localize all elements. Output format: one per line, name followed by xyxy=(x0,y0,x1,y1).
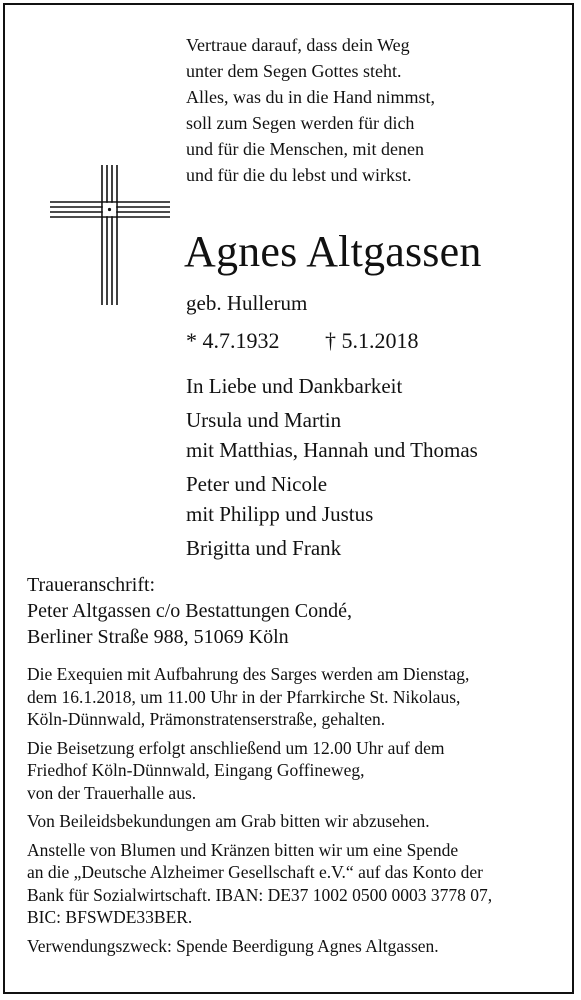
mourners-intro: In Liebe und Dankbarkeit xyxy=(186,374,403,398)
mourning-address xyxy=(27,572,352,650)
death-date: † 5.1.2018 xyxy=(325,328,419,353)
text-line: Anstelle von Blumen und Kränzen bitten wir um eine Spende xyxy=(27,839,459,860)
mourner-group xyxy=(186,405,478,465)
paragraph-exequies xyxy=(27,663,492,731)
text-line: Die Beisetzung erfolgt anschließend um 12.00 Uhr auf dem xyxy=(27,737,445,758)
verse-line: soll zum Segen werden für dich xyxy=(186,113,415,133)
cross-icon xyxy=(50,165,170,305)
mourner-line: mit Philipp und Justus xyxy=(186,502,374,526)
mourner-line: Peter und Nicole xyxy=(186,472,328,496)
address-label: Traueranschrift: xyxy=(27,574,156,596)
paragraph-purpose xyxy=(27,935,492,958)
text-line: Von Beileidsbekundungen am Grab bitten wir abzusehen. xyxy=(27,811,430,831)
mourner-group xyxy=(186,533,478,563)
verse-line: und für die Menschen, mit denen xyxy=(186,139,424,159)
address-line: Peter Altgassen c/o Bestattungen Condé, xyxy=(27,600,352,622)
verse-line: und für die du lebst und wirkst. xyxy=(186,165,412,185)
verse xyxy=(186,32,435,188)
paragraph-condolences xyxy=(27,810,492,833)
text-line: an die „Deutsche Alzheimer Gesellschaft e.V.“ auf das Konto der xyxy=(27,862,483,882)
text-line: Bank für Sozialwirtschaft. IBAN: DE37 1002 0500 0003 3778 07, xyxy=(27,884,493,905)
paragraph-burial xyxy=(27,737,492,805)
paragraph-donation xyxy=(27,839,492,929)
verse-line: Vertraue darauf, dass dein Weg xyxy=(186,35,410,55)
verse-line: Alles, was du in die Hand nimmst, xyxy=(186,87,435,107)
text-line: Friedhof Köln-Dünnwald, Eingang Goffineweg, xyxy=(27,760,365,780)
birth-name: geb. Hullerum xyxy=(186,291,308,315)
verse-line: unter dem Segen Gottes steht. xyxy=(186,61,402,81)
mourners xyxy=(186,371,478,563)
text-line: Verwendungszweck: Spende Beerdigung Agnes Altgassen. xyxy=(27,935,439,956)
mourner-line: Brigitta und Frank xyxy=(186,536,342,560)
text-line: Die Exequien mit Aufbahrung des Sarges werden am Dienstag, xyxy=(27,664,470,684)
service-details xyxy=(27,663,492,963)
mourner-line: Ursula und Martin xyxy=(186,408,342,432)
life-dates xyxy=(186,327,419,355)
text-line: BIC: BFSWDE33BER. xyxy=(27,907,193,927)
mourner-line: mit Matthias, Hannah und Thomas xyxy=(186,438,478,462)
text-line: dem 16.1.2018, um 11.00 Uhr in der Pfarrkirche St. Nikolaus, xyxy=(27,686,461,707)
text-line: von der Trauerhalle aus. xyxy=(27,782,197,803)
address-line: Berliner Straße 988, 51069 Köln xyxy=(27,626,289,648)
birth-date: * 4.7.1932 xyxy=(186,328,280,353)
deceased-name: Agnes Altgassen xyxy=(184,227,482,276)
text-line: Köln-Dünnwald, Prämonstratenserstraße, gehalten. xyxy=(27,709,386,729)
mourner-group xyxy=(186,469,478,529)
